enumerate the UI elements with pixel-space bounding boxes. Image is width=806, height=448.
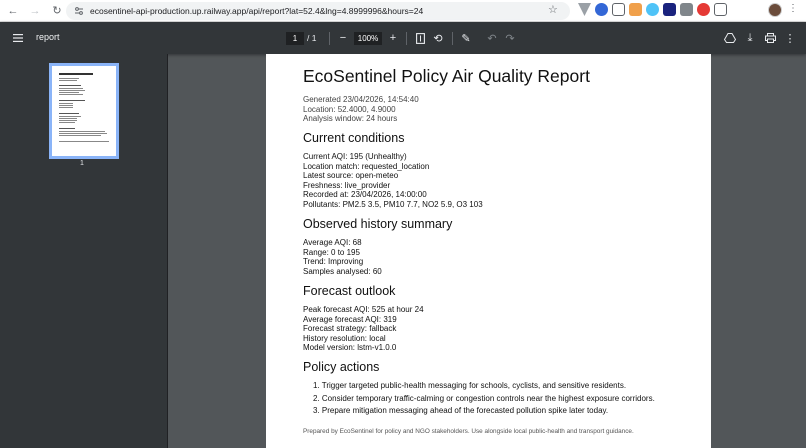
thumbnail-line <box>59 120 77 121</box>
annotate-pen-icon[interactable]: ✎ <box>461 32 471 45</box>
analysis-window-line: Analysis window: 24 hours <box>303 114 398 124</box>
thumbnail-line <box>59 85 81 86</box>
toolbar-divider <box>329 32 330 45</box>
current-line: Recorded at: 23/04/2026, 14:00:00 <box>303 190 427 200</box>
profile-avatar[interactable] <box>768 3 782 17</box>
extension-red-icon[interactable] <box>697 3 710 16</box>
browser-bar <box>0 0 806 22</box>
download-icon[interactable]: ⤓ <box>747 31 753 44</box>
page-number-input[interactable]: 1 <box>286 32 304 45</box>
policy-action-item: 1. Trigger targeted public-health messaging for schools, cyclists, and sensitive residents. <box>313 381 627 390</box>
thumbnail-line <box>59 141 109 142</box>
pdf-page <box>266 54 711 448</box>
history-line: Samples analysed: 60 <box>303 266 382 276</box>
current-line: Freshness: live_provider <box>303 180 391 190</box>
reload-icon[interactable]: ↻ <box>52 5 62 17</box>
extension-camera-icon[interactable] <box>680 3 693 16</box>
thumbnail-line <box>59 107 73 108</box>
thumbnail-sidebar <box>0 54 168 448</box>
thumbnail-line <box>59 131 105 132</box>
thumbnail-line <box>59 88 83 89</box>
history-line: Average AQI: 68 <box>303 238 362 247</box>
extension-blue-icon[interactable] <box>595 3 608 16</box>
current-conditions-block <box>303 152 483 210</box>
forecast-line: History resolution: local <box>303 333 386 343</box>
extension-orange-icon[interactable] <box>629 3 642 16</box>
report-title: EcoSentinel Policy Air Quality Report <box>303 66 590 86</box>
generated-line: Generated 23/04/2026, 14:54:40 <box>303 95 419 104</box>
current-line: Location match: requested_location <box>303 161 430 171</box>
print-icon[interactable] <box>762 30 778 46</box>
report-meta <box>303 95 419 124</box>
policy-action-item: 3. Prepare mitigation messaging ahead of the forecasted pollution spike later today. <box>313 406 609 416</box>
forward-icon[interactable]: → <box>29 4 41 17</box>
zoom-out-icon[interactable]: − <box>339 32 347 44</box>
thumbnail-line <box>59 105 73 106</box>
thumbnail-line <box>59 133 107 134</box>
forecast-line: Forecast strategy: fallback <box>303 324 397 334</box>
thumbnail-line <box>59 100 85 101</box>
history-heading: Observed history summary <box>303 217 453 231</box>
toolbar-divider <box>452 32 453 45</box>
redo-icon[interactable]: ↷ <box>505 32 515 45</box>
thumbnail-line <box>59 90 85 91</box>
drive-upload-icon[interactable] <box>722 30 738 46</box>
policy-actions-heading: Policy actions <box>303 360 380 374</box>
thumbnail-line <box>59 103 73 104</box>
extension-doc-icon[interactable] <box>612 3 625 16</box>
browser-menu-icon[interactable]: ⋮ <box>788 3 798 14</box>
extension-filter-icon[interactable] <box>578 3 591 16</box>
thumbnail-line <box>59 92 79 93</box>
forecast-line: Model version: lstm-v1.0.0 <box>303 343 397 353</box>
report-footer: Prepared by EcoSentinel for policy and NGO stakeholders. Use alongside local public-health and transport guidance. <box>303 428 634 435</box>
pdf-toolbar <box>0 22 806 54</box>
rotate-icon[interactable]: ⟲ <box>433 32 443 45</box>
current-line: Current AQI: 195 (Unhealthy) <box>303 152 407 161</box>
policy-action-item: 2. Consider temporary traffic-calming or congestion controls near the highest exposure corridors. <box>313 393 655 403</box>
forecast-line: Average forecast AQI: 319 <box>303 314 397 324</box>
extension-navy-icon[interactable] <box>663 3 676 16</box>
thumbnail-line <box>59 73 93 75</box>
thumbnail-line <box>59 118 77 119</box>
extension-react-icon[interactable] <box>646 3 659 16</box>
document-title: report <box>36 32 60 42</box>
history-line: Trend: Improving <box>303 257 364 267</box>
toolbar-divider <box>406 32 407 45</box>
thumbnail-line <box>59 128 75 129</box>
thumbnail-line <box>59 94 83 95</box>
forecast-line: Peak forecast AQI: 525 at hour 24 <box>303 305 424 314</box>
zoom-in-icon[interactable]: + <box>389 32 397 44</box>
thumbnail-line <box>59 113 79 114</box>
current-line: Pollutants: PM2.5 3.5, PM10 7.7, NO2 5.9, O3 103 <box>303 199 483 209</box>
fit-page-icon[interactable] <box>412 30 428 46</box>
policy-actions-list <box>303 381 655 419</box>
address-bar[interactable] <box>66 2 570 20</box>
thumbnail-line <box>59 116 81 117</box>
url-text: ecosentinel-api-production.up.railway.app/api/report?lat=52.4&lng=4.8999996&hours=24 <box>90 6 424 16</box>
page-total: / 1 <box>307 33 317 43</box>
thumbnail-line <box>59 122 75 123</box>
thumbnail-line <box>59 78 79 79</box>
zoom-input[interactable]: 100% <box>354 32 382 45</box>
forecast-heading: Forecast outlook <box>303 284 396 298</box>
undo-icon[interactable]: ↶ <box>487 32 497 45</box>
page-thumbnail[interactable] <box>52 66 116 156</box>
history-line: Range: 0 to 195 <box>303 247 360 257</box>
extensions-row <box>578 3 727 16</box>
thumbnail-page-number: 1 <box>80 160 84 167</box>
thumbnail-line <box>59 80 77 81</box>
site-info-icon[interactable] <box>72 4 86 18</box>
sidebar-menu-icon[interactable] <box>10 30 26 46</box>
current-line: Latest source: open-meteo <box>303 171 399 181</box>
bookmark-star-icon[interactable]: ☆ <box>548 4 558 16</box>
more-options-icon[interactable]: ⋮ <box>784 32 796 45</box>
forecast-block <box>303 305 424 353</box>
location-line: Location: 52.4000, 4.9000 <box>303 104 396 114</box>
extensions-puzzle-icon[interactable] <box>714 3 727 16</box>
thumbnail-line <box>59 135 101 136</box>
back-icon[interactable]: ← <box>7 4 19 17</box>
current-conditions-heading: Current conditions <box>303 131 405 145</box>
history-block <box>303 238 382 276</box>
